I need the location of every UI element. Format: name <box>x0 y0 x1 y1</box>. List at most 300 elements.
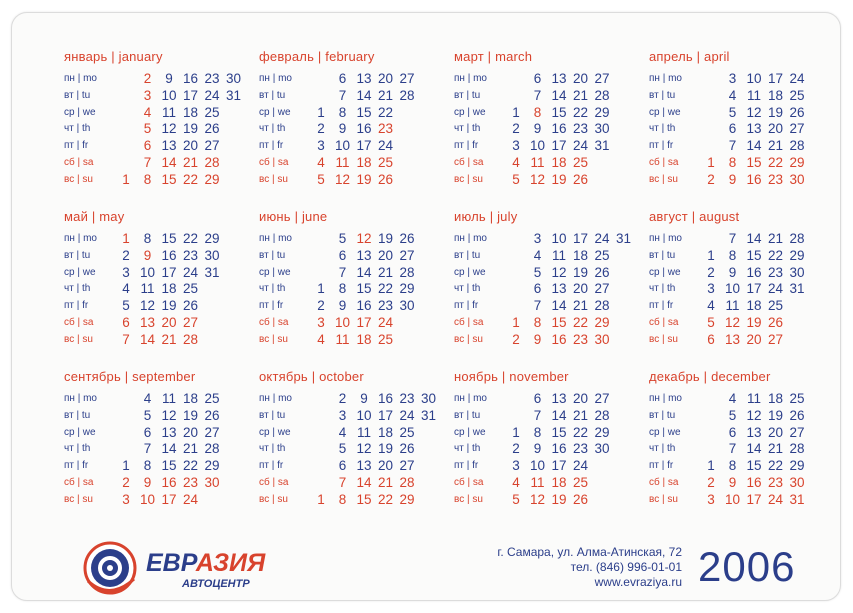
date-cell: 26 <box>182 298 199 314</box>
date-cell: 18 <box>767 391 784 406</box>
date-cell: 28 <box>204 441 220 457</box>
weekday-label: пн | mo <box>649 73 682 84</box>
date-cell: 17 <box>551 138 567 154</box>
date-cell: 20 <box>377 71 394 86</box>
date-cell: 5 <box>122 298 130 314</box>
weekday-label: пн | mo <box>259 393 292 404</box>
date-cell: 11 <box>161 104 176 120</box>
month-title: апрель | april <box>649 49 730 64</box>
weekday-row <box>259 425 449 441</box>
month-title: март | march <box>454 49 533 64</box>
date-cell: 8 <box>533 315 542 330</box>
weekday-row <box>454 391 644 407</box>
date-cell: 2 <box>122 475 130 490</box>
weekday-row <box>259 332 449 348</box>
date-cell: 26 <box>767 315 784 330</box>
date-cell: 1 <box>122 171 130 187</box>
weekday-label: вс | su <box>259 173 288 185</box>
date-cell: 12 <box>356 441 372 457</box>
date-cell: 29 <box>789 155 805 170</box>
weekday-row <box>454 138 644 154</box>
date-cell: 12 <box>161 121 177 137</box>
weekday-row <box>64 265 254 281</box>
date-cell: 18 <box>572 247 589 263</box>
date-cell: 28 <box>399 264 415 280</box>
date-cell: 19 <box>377 441 394 457</box>
date-cell: 29 <box>594 104 610 120</box>
date-cell: 27 <box>789 424 805 440</box>
date-cell: 9 <box>728 171 737 187</box>
weekday-row <box>64 88 254 104</box>
date-cell: 7 <box>338 475 347 490</box>
date-cell: 29 <box>789 247 805 263</box>
weekday-row <box>649 332 839 348</box>
weekday-row <box>64 475 254 491</box>
date-cell: 23 <box>572 121 589 137</box>
weekday-label: пт | fr <box>454 460 479 472</box>
date-cell: 30 <box>204 247 220 263</box>
date-cell: 27 <box>594 71 610 86</box>
date-cell: 22 <box>572 424 589 440</box>
date-cell: 3 <box>122 491 130 507</box>
date-cell: 18 <box>182 391 199 406</box>
date-cell: 5 <box>512 491 520 507</box>
date-cell: 2 <box>707 171 715 187</box>
date-cell: 13 <box>161 138 177 154</box>
weekday-row <box>454 425 644 441</box>
weekday-row <box>64 172 254 188</box>
date-cell: 24 <box>767 281 784 297</box>
date-cell: 14 <box>356 475 372 490</box>
date-cell: 5 <box>533 264 542 280</box>
date-cell: 2 <box>707 264 715 280</box>
weekday-label: пт | fr <box>649 460 674 472</box>
date-cell: 6 <box>533 281 542 297</box>
date-cell: 29 <box>204 231 220 246</box>
date-cell: 6 <box>533 391 542 406</box>
date-cell: 17 <box>551 458 567 474</box>
weekday-row <box>649 391 839 407</box>
weekday-label: вс | su <box>64 493 93 505</box>
date-cell: 14 <box>551 298 567 314</box>
date-cell: 11 <box>530 475 545 490</box>
website-link[interactable]: www.evraziya.ru <box>594 575 682 589</box>
date-cell: 5 <box>728 407 737 423</box>
weekday-label: вт | tu <box>259 89 286 101</box>
date-cell: 31 <box>789 281 805 297</box>
date-cell: 30 <box>594 331 610 347</box>
weekday-label: пт | fr <box>259 300 284 312</box>
weekday-row <box>454 332 644 348</box>
date-cell: 21 <box>572 87 589 103</box>
weekday-row <box>259 475 449 491</box>
date-cell: 6 <box>338 458 347 474</box>
date-cell: 4 <box>143 104 152 120</box>
weekday-row <box>64 441 254 457</box>
date-cell: 20 <box>767 121 784 137</box>
date-cell: 11 <box>551 247 566 263</box>
date-cell: 6 <box>533 71 542 86</box>
weekday-row <box>649 458 839 474</box>
weekday-row <box>259 121 449 137</box>
date-cell: 9 <box>338 121 347 137</box>
date-cell: 7 <box>143 441 152 457</box>
weekday-row <box>259 298 449 314</box>
date-cell: 6 <box>122 315 130 330</box>
date-cell: 2 <box>317 121 325 137</box>
weekday-label: вс | su <box>454 493 483 505</box>
date-cell: 11 <box>356 424 371 440</box>
date-cell: 24 <box>182 491 199 507</box>
weekday-row <box>259 155 449 171</box>
date-cell: 27 <box>767 331 784 347</box>
date-cell: 15 <box>161 231 177 246</box>
date-cell: 2 <box>512 121 520 137</box>
date-cell: 2 <box>512 331 520 347</box>
calendar-card <box>11 12 841 601</box>
weekday-label: пн | mo <box>454 233 487 244</box>
date-cell: 14 <box>551 407 567 423</box>
date-cell: 26 <box>789 104 805 120</box>
date-cell: 6 <box>338 247 347 263</box>
weekday-row <box>649 265 839 281</box>
date-cell: 16 <box>161 247 177 263</box>
weekday-label: пн | mo <box>649 233 682 244</box>
date-cell: 25 <box>182 281 199 297</box>
date-cell: 17 <box>377 407 394 423</box>
date-cell: 30 <box>204 475 220 490</box>
date-cell: 4 <box>317 331 325 347</box>
weekday-row <box>64 248 254 264</box>
date-cell: 21 <box>161 331 177 347</box>
date-cell: 7 <box>338 264 347 280</box>
date-cell: 12 <box>746 407 762 423</box>
date-cell: 14 <box>746 138 762 154</box>
date-cell: 13 <box>746 424 762 440</box>
date-cell: 9 <box>360 391 368 406</box>
date-cell: 30 <box>594 121 610 137</box>
date-cell: 12 <box>551 264 567 280</box>
weekday-row <box>259 391 449 407</box>
date-cell: 7 <box>533 407 542 423</box>
date-cell: 12 <box>746 104 762 120</box>
weekday-row <box>649 121 839 137</box>
date-cell: 16 <box>746 475 762 490</box>
date-cell: 5 <box>707 315 715 330</box>
phone-text: тел. (846) 996-01-01 <box>570 560 682 574</box>
date-cell: 22 <box>767 247 784 263</box>
weekday-row <box>64 425 254 441</box>
date-cell: 25 <box>377 331 394 347</box>
weekday-row <box>259 138 449 154</box>
date-cell: 13 <box>161 424 177 440</box>
date-cell: 23 <box>767 264 784 280</box>
weekday-label: пт | fr <box>64 140 89 152</box>
date-cell: 20 <box>377 247 394 263</box>
weekday-row <box>649 315 839 331</box>
date-cell: 8 <box>533 424 542 440</box>
weekday-row <box>454 458 644 474</box>
date-cell: 17 <box>746 281 762 297</box>
date-cell: 2 <box>707 475 715 490</box>
weekday-label: вт | tu <box>259 409 286 421</box>
date-cell: 31 <box>225 87 242 103</box>
weekday-row <box>649 441 839 457</box>
date-cell: 25 <box>204 104 220 120</box>
weekday-row <box>649 172 839 188</box>
date-cell: 1 <box>317 491 325 507</box>
date-cell: 8 <box>338 281 347 297</box>
date-cell: 1 <box>122 231 130 246</box>
weekday-label: вс | su <box>454 333 483 345</box>
weekday-label: вт | tu <box>64 249 91 261</box>
date-cell: 31 <box>594 138 610 154</box>
weekday-label: пн | mo <box>649 393 682 404</box>
date-cell: 10 <box>161 87 177 103</box>
date-cell: 15 <box>746 155 762 170</box>
date-cell: 21 <box>182 441 199 457</box>
date-cell: 3 <box>143 87 152 103</box>
weekday-label: чт | th <box>649 443 676 455</box>
date-cell: 3 <box>533 231 542 246</box>
weekday-row <box>454 265 644 281</box>
month-title: ноябрь | november <box>454 369 569 384</box>
weekday-label: вт | tu <box>259 249 286 261</box>
date-cell: 21 <box>572 298 589 314</box>
date-cell: 5 <box>728 104 737 120</box>
weekday-label: чт | th <box>64 443 91 455</box>
date-cell: 1 <box>317 104 325 120</box>
date-cell: 24 <box>399 407 415 423</box>
date-cell: 5 <box>317 171 325 187</box>
date-cell: 5 <box>143 121 152 137</box>
date-cell: 22 <box>377 491 394 507</box>
weekday-label: пт | fr <box>259 140 284 152</box>
weekday-label: вт | tu <box>649 249 676 261</box>
weekday-row <box>649 281 839 297</box>
weekday-label: пт | fr <box>64 300 89 312</box>
month-title: январь | january <box>64 49 163 64</box>
date-cell: 10 <box>529 458 546 474</box>
month-block <box>259 49 449 209</box>
month-title: февраль | february <box>259 49 375 64</box>
date-cell: 16 <box>551 121 567 137</box>
date-cell: 8 <box>728 247 737 263</box>
weekday-label: сб | sa <box>454 477 484 488</box>
date-cell: 26 <box>594 264 610 280</box>
date-cell: 18 <box>551 155 567 170</box>
date-cell: 25 <box>594 247 610 263</box>
month-block <box>64 209 254 369</box>
month-block <box>454 369 644 529</box>
date-cell: 28 <box>594 298 610 314</box>
date-cell: 18 <box>746 298 762 314</box>
date-cell: 12 <box>529 491 546 507</box>
date-cell: 16 <box>356 121 372 137</box>
date-cell: 20 <box>572 71 589 86</box>
weekday-label: ср | we <box>64 106 96 118</box>
weekday-label: ср | we <box>649 426 681 438</box>
date-cell: 5 <box>338 231 347 246</box>
date-cell: 10 <box>334 138 351 154</box>
date-cell: 11 <box>746 391 761 406</box>
date-cell: 15 <box>746 458 762 474</box>
date-cell: 8 <box>143 171 152 187</box>
date-cell: 11 <box>161 391 176 406</box>
weekday-row <box>64 315 254 331</box>
weekday-row <box>64 281 254 297</box>
date-cell: 3 <box>512 458 520 474</box>
date-cell: 12 <box>724 315 741 330</box>
date-cell: 23 <box>377 121 394 137</box>
date-cell: 23 <box>767 171 784 187</box>
date-cell: 7 <box>728 138 737 154</box>
date-cell: 23 <box>182 475 199 490</box>
weekday-row <box>259 458 449 474</box>
weekday-label: вт | tu <box>454 409 481 421</box>
date-cell: 9 <box>338 298 347 314</box>
date-cell: 29 <box>399 491 415 507</box>
date-cell: 26 <box>572 171 589 187</box>
weekday-row <box>259 71 449 87</box>
weekday-label: ср | we <box>64 266 96 278</box>
weekday-row <box>649 155 839 171</box>
weekday-label: чт | th <box>454 443 481 455</box>
weekday-row <box>454 281 644 297</box>
date-cell: 15 <box>551 315 567 330</box>
date-cell: 20 <box>572 281 589 297</box>
date-cell: 12 <box>356 231 372 246</box>
date-cell: 11 <box>335 331 350 347</box>
weekday-row <box>649 231 839 247</box>
weekday-label: сб | sa <box>454 157 484 168</box>
date-cell: 1 <box>512 104 520 120</box>
weekday-row <box>454 248 644 264</box>
date-cell: 19 <box>161 298 177 314</box>
date-cell: 27 <box>204 424 220 440</box>
date-cell: 2 <box>317 298 325 314</box>
month-block <box>64 369 254 529</box>
date-cell: 22 <box>377 281 394 297</box>
date-cell: 1 <box>707 247 715 263</box>
weekday-label: пт | fr <box>454 300 479 312</box>
date-cell: 27 <box>594 281 610 297</box>
date-cell: 8 <box>728 458 737 474</box>
logo-brand-text: ЕВРАЗИЯ <box>146 549 266 577</box>
weekday-label: пн | mo <box>259 73 292 84</box>
date-cell: 16 <box>377 391 394 406</box>
date-cell: 24 <box>572 138 589 154</box>
contact-block <box>420 545 682 590</box>
date-cell: 19 <box>767 407 784 423</box>
date-cell: 23 <box>572 441 589 457</box>
date-cell: 19 <box>182 121 199 137</box>
date-cell: 3 <box>338 407 347 423</box>
date-cell: 9 <box>165 71 173 86</box>
weekday-label: чт | th <box>259 283 286 295</box>
weekday-row <box>64 105 254 121</box>
weekday-row <box>454 105 644 121</box>
weekday-label: чт | th <box>259 443 286 455</box>
date-cell: 19 <box>377 231 394 246</box>
date-cell: 14 <box>356 87 372 103</box>
date-cell: 24 <box>377 138 394 154</box>
weekday-row <box>454 492 644 508</box>
weekday-label: пт | fr <box>454 140 479 152</box>
date-cell: 31 <box>789 491 805 507</box>
date-cell: 20 <box>377 458 394 474</box>
weekday-label: чт | th <box>649 283 676 295</box>
date-cell: 29 <box>594 424 610 440</box>
date-cell: 17 <box>356 138 372 154</box>
date-cell: 25 <box>767 298 784 314</box>
date-cell: 22 <box>182 231 199 246</box>
weekday-row <box>64 231 254 247</box>
weekday-label: сб | sa <box>454 317 484 328</box>
date-cell: 19 <box>182 407 199 423</box>
date-cell: 3 <box>728 71 737 86</box>
weekday-row <box>259 315 449 331</box>
date-cell: 26 <box>399 231 415 246</box>
date-cell: 1 <box>707 458 715 474</box>
date-cell: 29 <box>399 281 415 297</box>
date-cell: 8 <box>338 104 347 120</box>
date-cell: 16 <box>161 475 177 490</box>
weekday-label: вт | tu <box>64 409 91 421</box>
date-cell: 25 <box>789 391 805 406</box>
date-cell: 15 <box>746 247 762 263</box>
weekday-label: ср | we <box>649 106 681 118</box>
date-cell: 4 <box>512 475 520 490</box>
date-cell: 12 <box>161 407 177 423</box>
date-cell: 28 <box>399 87 415 103</box>
weekday-label: чт | th <box>454 283 481 295</box>
weekday-label: вс | su <box>259 333 288 345</box>
weekday-row <box>64 298 254 314</box>
month-title: август | august <box>649 209 740 224</box>
weekday-row <box>259 281 449 297</box>
date-cell: 20 <box>182 138 199 154</box>
date-cell: 21 <box>182 155 199 170</box>
weekday-row <box>64 458 254 474</box>
weekday-label: вт | tu <box>454 89 481 101</box>
date-cell: 25 <box>377 155 394 170</box>
weekday-label: вс | su <box>454 173 483 185</box>
date-cell: 5 <box>143 407 152 423</box>
date-cell: 4 <box>143 391 152 406</box>
weekday-label: пт | fr <box>649 300 674 312</box>
date-cell: 6 <box>728 424 737 440</box>
date-cell: 14 <box>356 264 372 280</box>
date-cell: 21 <box>767 231 784 246</box>
date-cell: 14 <box>139 331 156 347</box>
weekday-label: сб | sa <box>649 317 679 328</box>
month-title: сентябрь | september <box>64 369 196 384</box>
date-cell: 10 <box>356 407 372 423</box>
date-cell: 29 <box>204 458 220 474</box>
weekday-row <box>259 88 449 104</box>
date-cell: 28 <box>204 155 220 170</box>
date-cell: 13 <box>746 121 762 137</box>
date-cell: 7 <box>533 87 542 103</box>
weekday-row <box>649 71 839 87</box>
date-cell: 13 <box>356 71 372 86</box>
date-cell: 16 <box>746 171 762 187</box>
weekday-row <box>64 155 254 171</box>
weekday-row <box>64 332 254 348</box>
date-cell: 16 <box>746 264 762 280</box>
weekday-row <box>454 172 644 188</box>
